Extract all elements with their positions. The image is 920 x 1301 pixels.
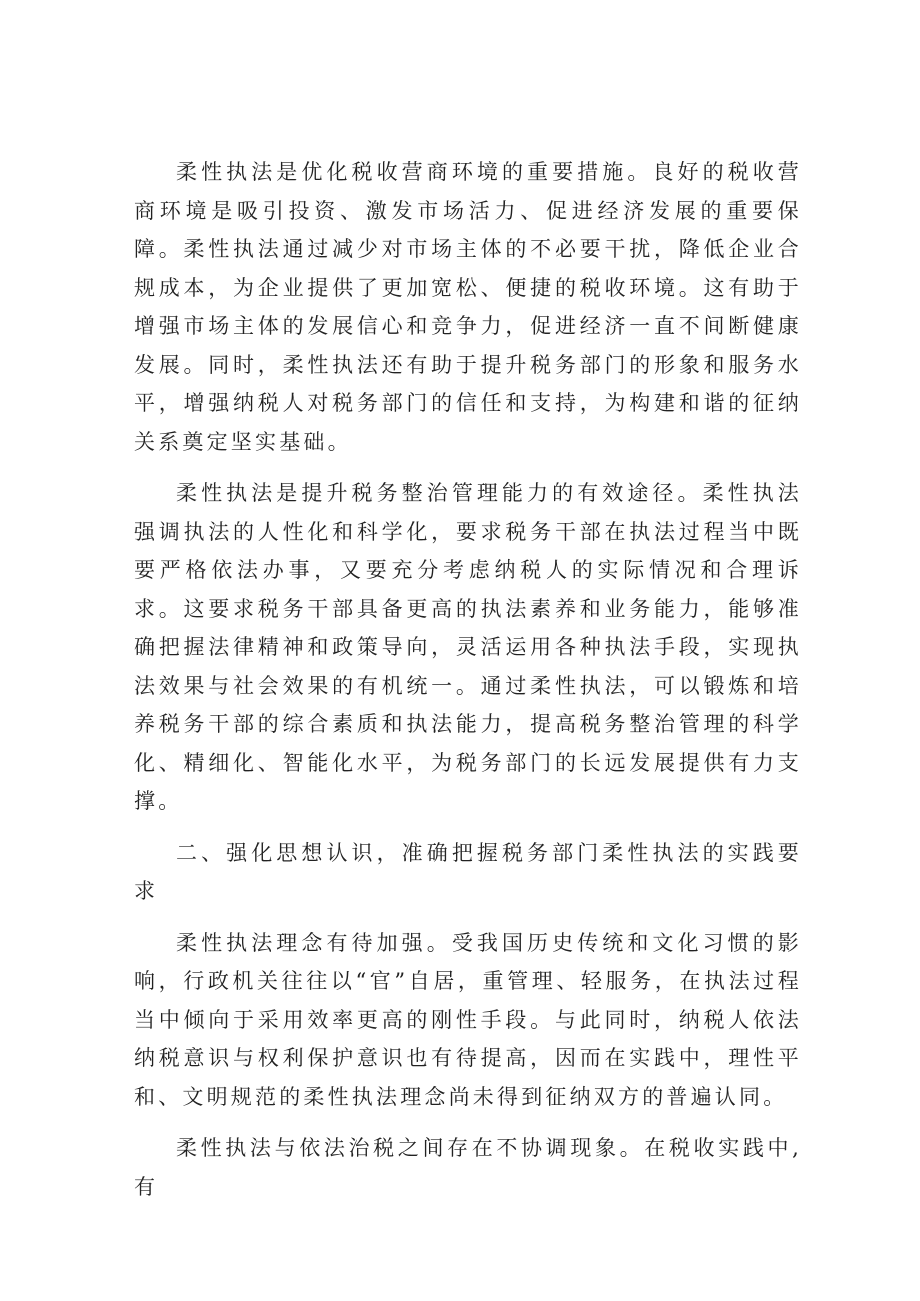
section-heading: 二、强化思想认识，准确把握税务部门柔性执法的实践要求 [134,840,802,903]
paragraph-governance-capacity: 柔性执法是提升税务整治管理能力的有效途径。柔性执法强调执法的人性化和科学化，要求税务干部在执法过程当中既要严格依法办事，又要充分考虑纳税人的实际情况和合理诉求。这要求税务干部具备更高的执法素养和业务能力，能够准确把握法律精神和政策导向，灵活运用各种执法手段，实现执法效果与社会效果的有机统一。通过柔性执法，可以锻炼和培养税务干部的综合素质和执法能力，提高税务整治管理的科学化、精细化、智能化水平，为税务部门的长远发展提供有力支撑。 [134,481,802,813]
paragraph-rule-of-law: 柔性执法与依法治税之间存在不协调现象。在税收实践中,有 [134,1136,802,1199]
paragraph-business-environment: 柔性执法是优化税收营商环境的重要措施。良好的税收营商环境是吸引投资、激发市场活力、促进经济发展的重要保障。柔性执法通过减少对市场主体的不必要干扰，降低企业合规成本，为企业提供了更加宽松、便捷的税收环境。这有助于增强市场主体的发展信心和竞争力，促进经济一直不间断健康发展。同时，柔性执法还有助于提升税务部门的形象和服务水平，增强纳税人对税务部门的信任和支持，为构建和谐的征纳关系奠定坚实基础。 [134,160,802,454]
paragraph-concept-strengthening: 柔性执法理念有待加强。受我国历史传统和文化习惯的影响，行政机关往往以“官”自居，重管理、轻服务，在执法过程当中倾向于采用效率更高的刚性手段。与此同时，纳税人依法纳税意识与权利保护意识也有待提高，因而在实践中，理性平和、文明规范的柔性执法理念尚未得到征纳双方的普遍认同。 [134,930,802,1109]
document-body [134,153,802,1219]
